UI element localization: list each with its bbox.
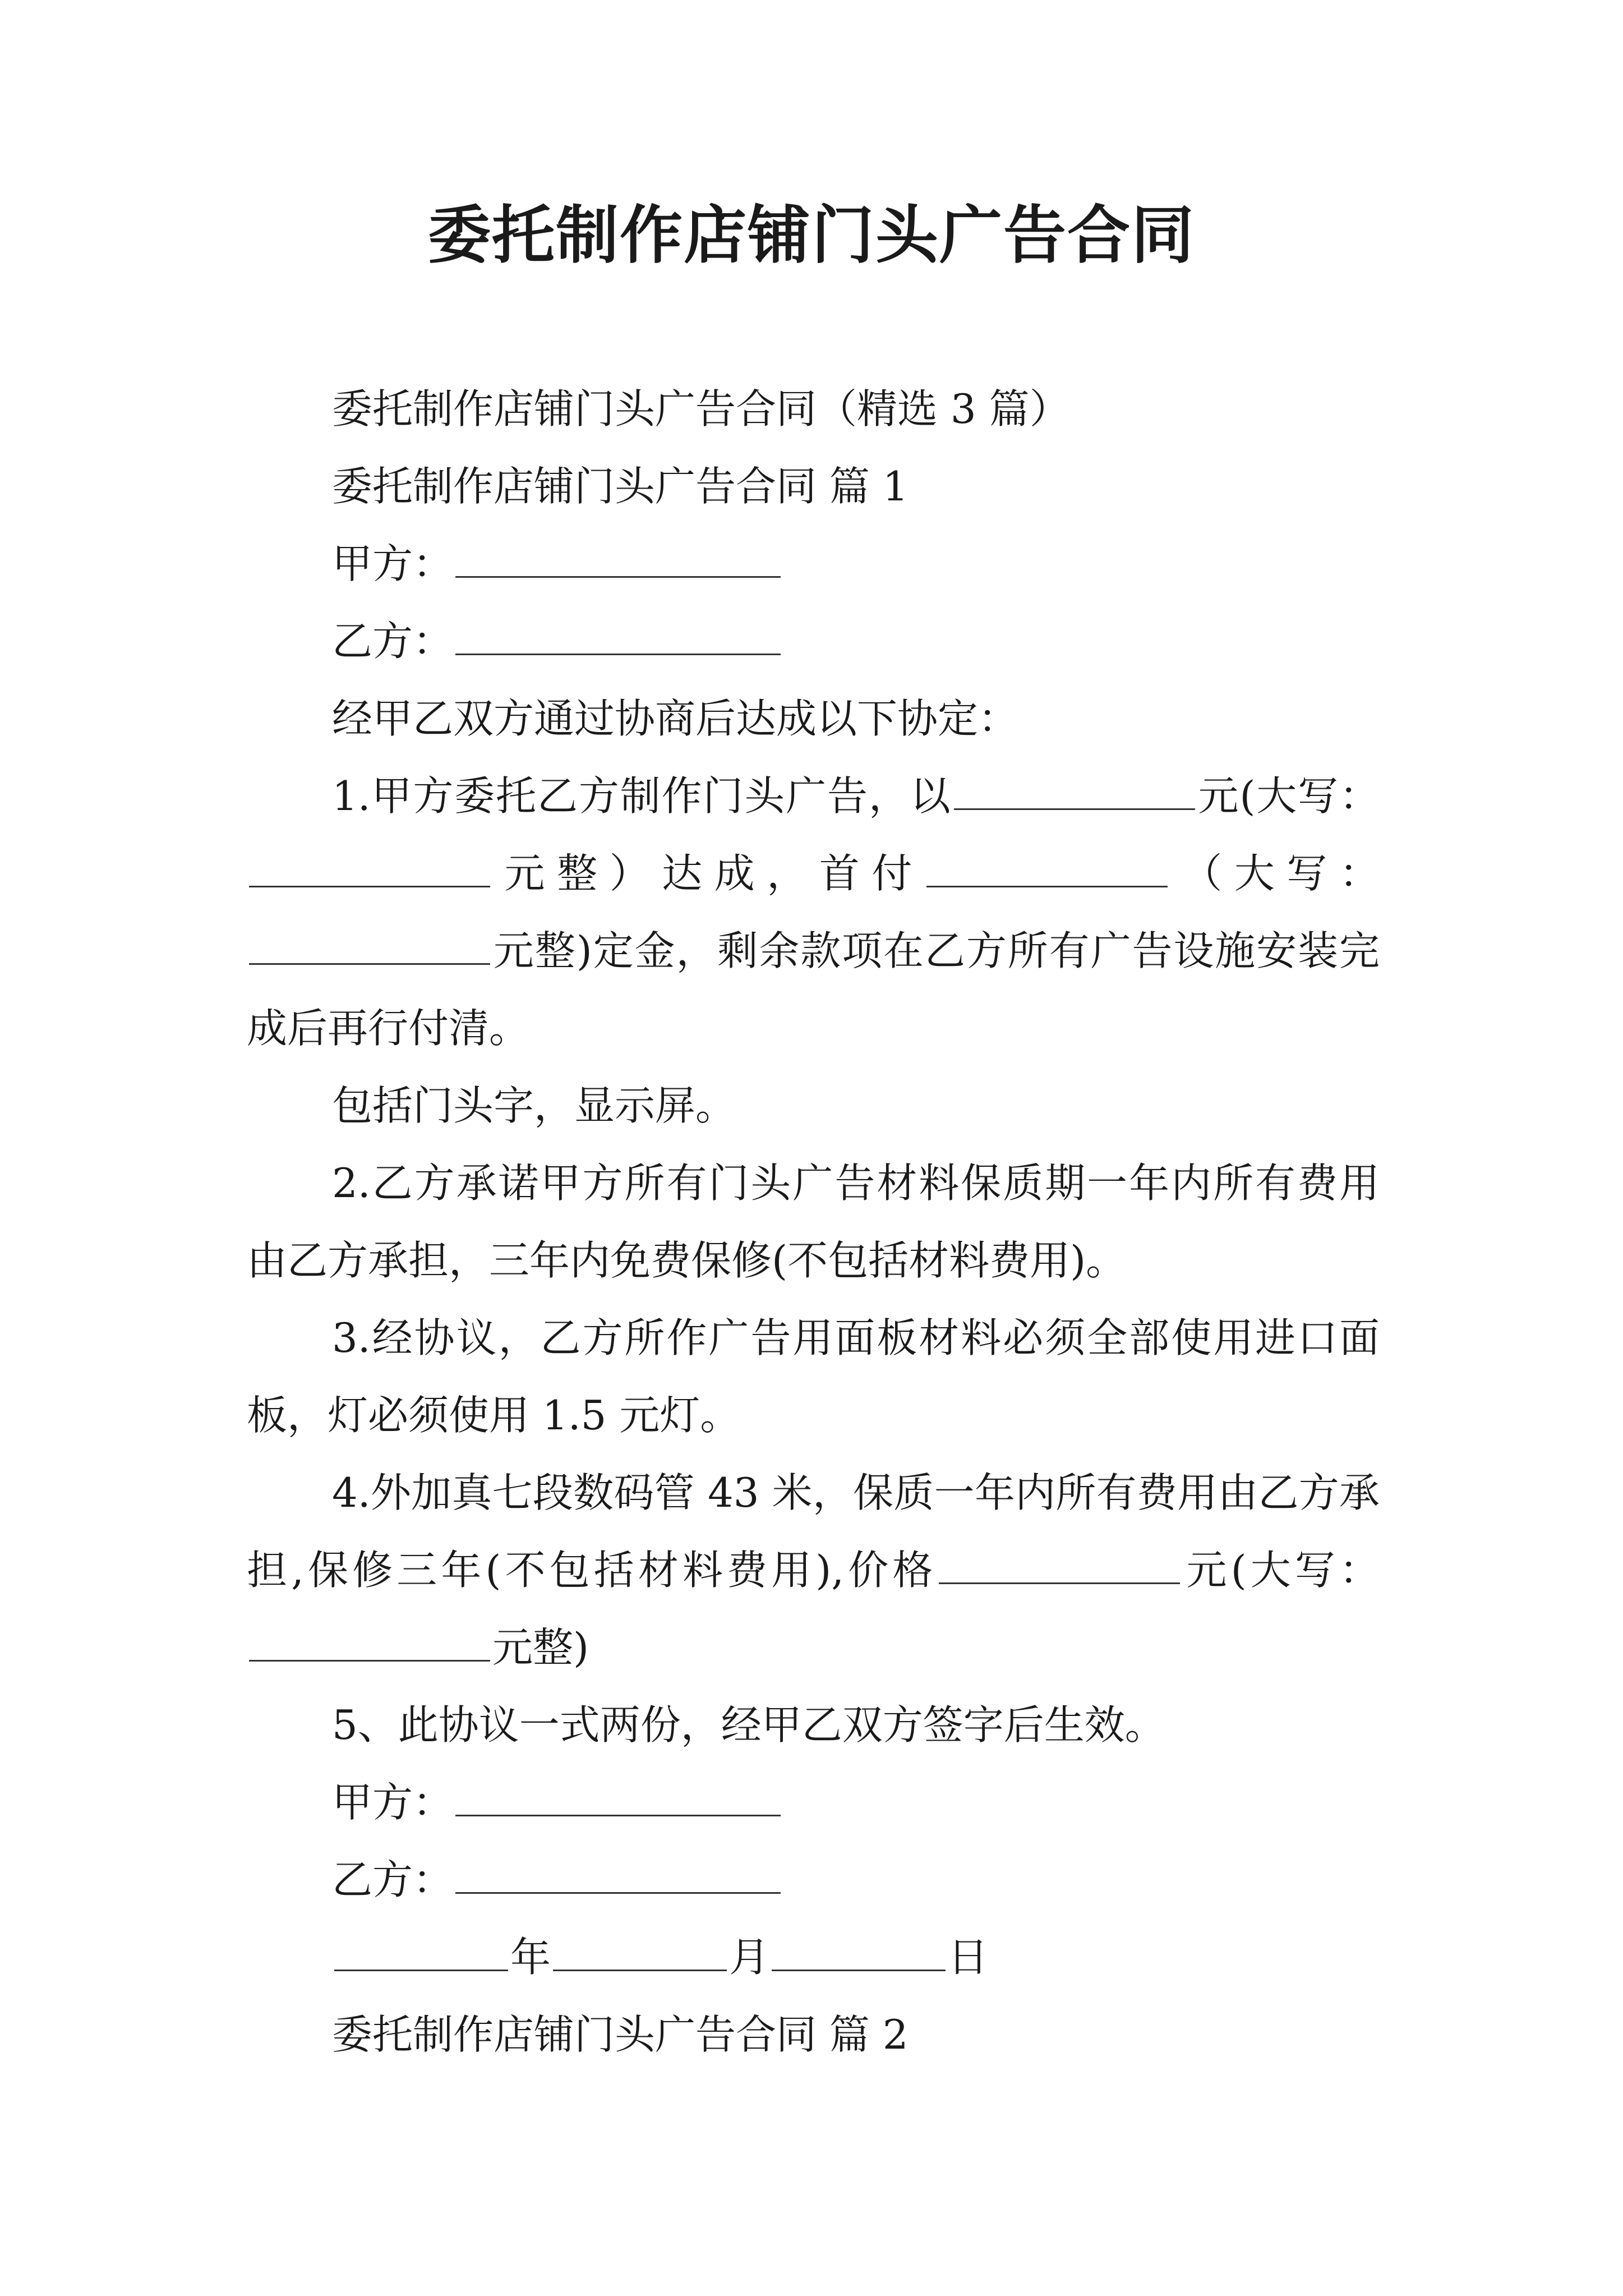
party-a-line [247,525,1380,602]
clause-1-deposit-words-blank [249,931,490,965]
clause-2: 2.乙方承诺甲方所有门头广告材料保质期一年内所有费用由乙方承担，三年内免费保修(不包括材料费用)。 [247,1159,1380,1284]
date-month-label: 月 [729,1934,770,1981]
clause-4 [247,1454,1380,1686]
clause-1-amount-blank [954,776,1195,810]
party-a-label: 甲方： [332,540,454,587]
clause-1-part3: 元整）达成，首付 [492,850,924,897]
section1-heading: 委托制作店铺门头广告合同 篇 1 [332,463,909,510]
intro-text: 经甲乙双方通过协商后达成以下协定： [332,695,1019,742]
note-text: 包括门头字，显示屏。 [332,1082,736,1129]
date-year-blank [334,1937,508,1971]
signature-party-b-label: 乙方： [332,1856,454,1903]
clause-4-price-blank [939,1550,1180,1584]
clause-4-price-words-blank [249,1627,490,1662]
party-b-blank [455,621,781,655]
date-line [247,1918,1380,1996]
signature-party-b-line [247,1841,1380,1918]
document-body [247,370,1380,2073]
page-title: 委托制作店铺门头广告合同 [428,199,1195,272]
clause-4-part3: 元整) [492,1624,589,1671]
date-month-blank [553,1937,727,1971]
signature-party-a-line [247,1764,1380,1841]
clause-1 [247,757,1380,1067]
clause-3: 3.经协议，乙方所作广告用面板材料必须全部使用进口面板，灯必须使用 1.5 元灯。 [247,1314,1380,1439]
clause-1-part4: （大写： [1169,850,1380,897]
clause-4-part2: 元(大写： [1182,1547,1380,1594]
party-b-label: 乙方： [332,618,454,665]
date-day-blank [772,1937,946,1971]
date-day-label: 日 [948,1934,989,1981]
signature-party-b-blank [455,1860,781,1894]
date-year-label: 年 [510,1934,551,1981]
clause-4-part1: 4.外加真七段数码管 43 米，保质一年内所有费用由乙方承担,保修三年(不包括材料费用),价格 [247,1469,1380,1594]
signature-party-a-label: 甲方： [332,1779,454,1826]
section2-heading: 委托制作店铺门头广告合同 篇 2 [332,2011,909,2058]
clause-1-part1: 1.甲方委托乙方制作门头广告，以 [332,772,952,820]
party-a-blank [455,544,781,578]
clause-1-part2: 元(大写： [1197,772,1380,820]
clause-1-part5: 元整)定金，剩余款项在乙方所有广告设施安装完成后再行付清。 [247,927,1380,1052]
clause-5: 5、此协议一式两份，经甲乙双方签字后生效。 [332,1701,1165,1749]
clause-1-amount-words-blank [249,853,490,887]
clause-1-deposit-blank [926,853,1168,887]
subtitle: 委托制作店铺门头广告合同（精选 3 篇） [332,385,1070,432]
party-b-line [247,602,1380,680]
signature-party-a-blank [455,1782,781,1816]
